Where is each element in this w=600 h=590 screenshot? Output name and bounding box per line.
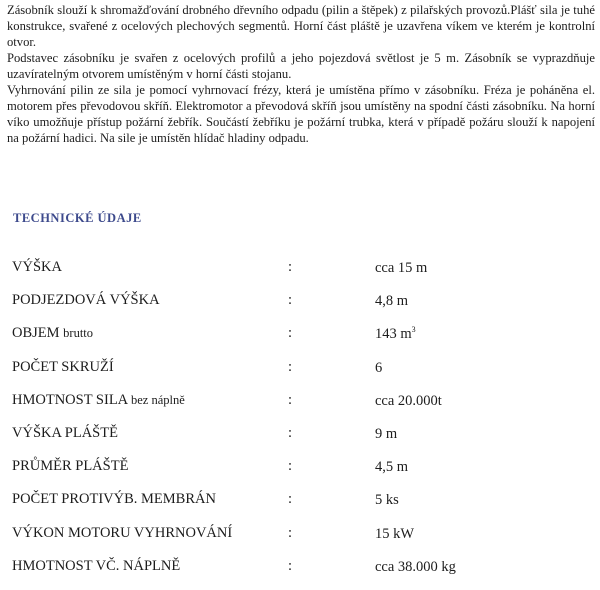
spec-row (12, 319, 592, 352)
spec-separator: : (288, 358, 293, 375)
spec-row (12, 419, 592, 452)
spec-value: 4,8 m (375, 293, 409, 310)
spec-label: OBJEM brutto (12, 325, 94, 342)
spec-label: HMOTNOST SILA bez náplně (12, 391, 185, 408)
spec-label: POČET SKRUŽÍ (12, 358, 114, 375)
spec-label: VÝKON MOTORU VYHRNOVÁNÍ (12, 524, 233, 541)
spec-value: 4,5 m (375, 458, 409, 475)
spec-value: cca 15 m (375, 259, 428, 276)
spec-row (12, 386, 592, 419)
spec-label: VÝŠKA (12, 259, 62, 275)
spec-row (12, 286, 592, 319)
spec-value: 143 $m^3$ (375, 325, 416, 343)
spec-table (12, 253, 592, 585)
spec-row (12, 485, 592, 518)
spec-row (12, 552, 592, 585)
spec-label: PODJEZDOVÁ VÝŠKA (12, 292, 160, 309)
spec-row (12, 353, 592, 386)
intro-text (7, 2, 595, 146)
spec-separator: : (288, 292, 293, 309)
spec-separator: : (288, 259, 293, 275)
spec-separator: : (288, 557, 293, 574)
intro-paragraph: Zásobník slouží k shromažďování drobného dřevního odpadu (pilin a štěpek) z pilařských provozů.Plášť sila je tuhé konstrukce, svařené z ocelových plechových segmentů. Horní část pláště je uzavřena víkem ve kterém je kontrolní otvor. (7, 3, 595, 49)
spec-row (12, 519, 592, 552)
spec-value: 5 ks (375, 492, 399, 509)
spec-value: cca 20.000t (375, 392, 442, 409)
section-heading: TECHNICKÉ ÚDAJE (13, 211, 142, 225)
spec-label: POČET PROTIVÝB. MEMBRÁN (12, 491, 216, 508)
intro-paragraph: Vyhrnování pilin ze sila je pomocí vyhrnovací frézy, která je umístěna přímo v zásobníku. Fréza je poháněna el. motorem přes převodovou skříň. Elektromotor a převodová skříň jsou umístěny na spodní části zásobníku. Na horní víko umožňuje přístup požární žebřík. Součástí žebříku je požární trubka, která v případě požáru slouží k napojení na požární hadici. Na sile je umístěn hlídač hladiny odpadu. (7, 83, 595, 145)
spec-value: 6 (375, 359, 383, 376)
intro-paragraph: Podstavec zásobníku je svařen z ocelových profilů a jeho pojezdová světlost je 5 m. Zásobník se vyprazdňuje uzavíratelným otvorem umístěným v horní části stojanu. (7, 51, 595, 81)
spec-separator: : (288, 325, 293, 342)
spec-value: 15 kW (375, 525, 415, 542)
spec-value: 9 m (375, 425, 398, 442)
spec-value: cca 38.000 kg (375, 558, 456, 575)
spec-label: HMOTNOST VČ. NÁPLNĚ (12, 557, 181, 574)
spec-label: VÝŠKA PLÁŠTĚ (12, 424, 118, 441)
spec-separator: : (288, 491, 293, 508)
spec-label: PRŮMĚR PLÁŠTĚ (12, 458, 129, 475)
spec-separator: : (288, 458, 293, 475)
spec-separator: : (288, 424, 293, 441)
spec-separator: : (288, 524, 293, 541)
spec-row (12, 452, 592, 485)
spec-separator: : (288, 391, 293, 408)
spec-row (12, 253, 592, 286)
